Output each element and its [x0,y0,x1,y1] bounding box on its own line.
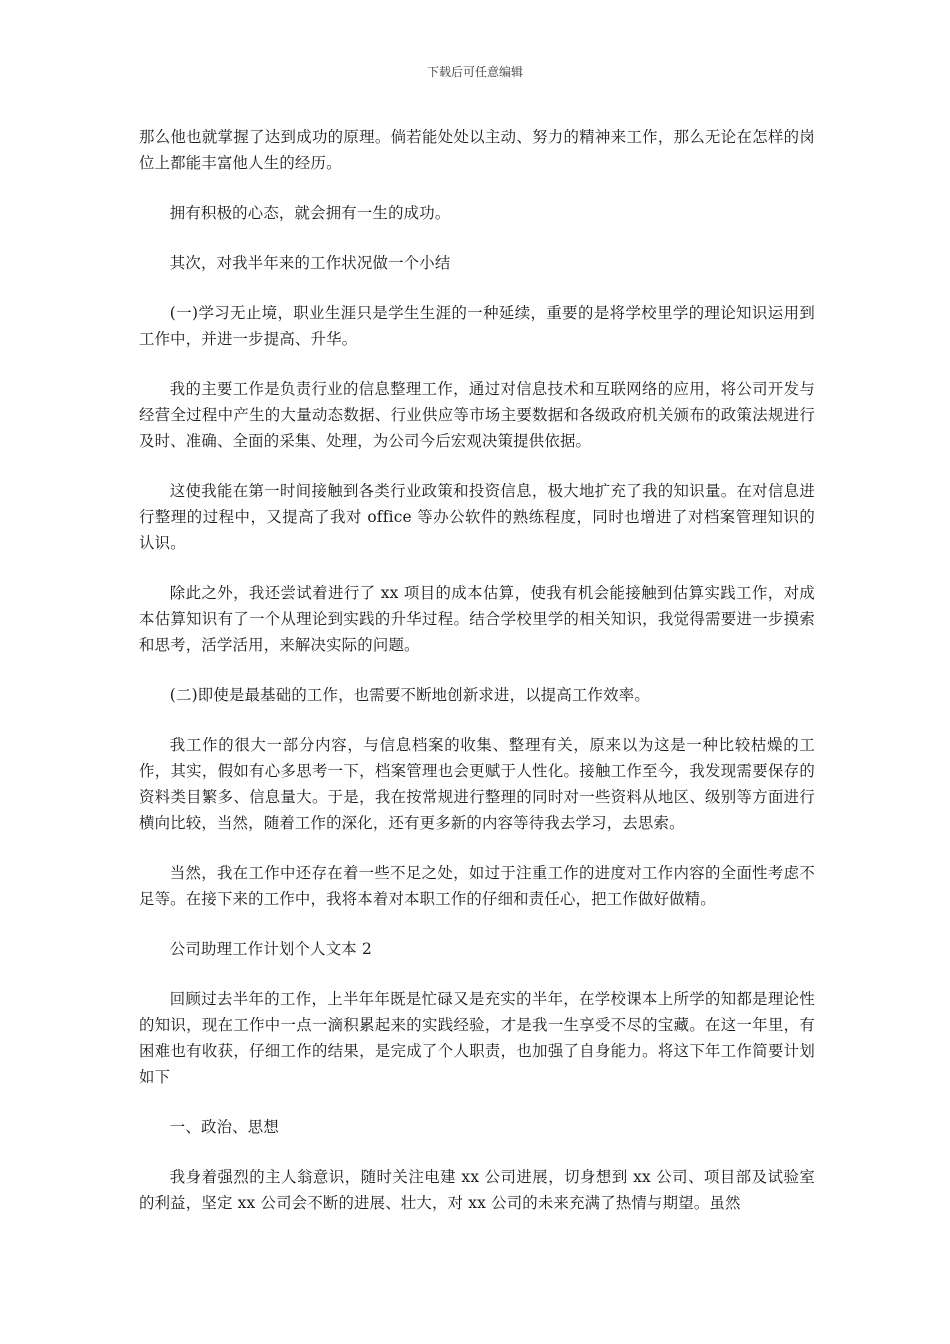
paragraph-14: 我身着强烈的主人翁意识，随时关注电建 xx 公司进展，切身想到 xx 公司、项目部及试验室的利益，坚定 xx 公司会不断的进展、壮大，对 xx 公司的未来充满了热情与期望。虽然 [139,1168,815,1212]
paragraph-8: (二)即使是最基础的工作，也需要不断地创新求进，以提高工作效率。 [169,686,650,704]
document-body [139,124,815,1240]
paragraph-2: 拥有积极的心态，就会拥有一生的成功。 [169,204,451,222]
paragraph-12: 回顾过去半年的工作，上半年年既是忙碌又是充实的半年，在学校课本上所学的知都是理论性的知识，现在工作中一点一滴积累起来的实践经验，才是我一生享受不尽的宝藏。在这一年里，有困难也有收获，仔细工作的结果，是完成了个人职责，也加强了自身能力。将这下年工作简要计划如下 [139,990,815,1086]
heading-politics: 一、政治、思想 [169,1118,279,1136]
paragraph-3: 其次，对我半年来的工作状况做一个小结 [169,254,451,272]
paragraph-5: 我的主要工作是负责行业的信息整理工作，通过对信息技术和互联网络的应用，将公司开发与经营全过程中产生的大量动态数据、行业供应等市场主要数据和各级政府机关颁布的政策法规进行及时、准确、全面的采集、处理，为公司今后宏观决策提供依据。 [139,380,815,450]
paragraph-7: 除此之外，我还尝试着进行了 xx 项目的成本估算，使我有机会能接触到估算实践工作，对成本估算知识有了一个从理论到实践的升华过程。结合学校里学的相关知识，我觉得需要进一步摸索和思考，活学活用，来解决实际的问题。 [139,584,815,654]
page-header: 下载后可任意编辑 [426,65,523,79]
paragraph-4: (一)学习无止境，职业生涯只是学生生涯的一种延续，重要的是将学校里学的理论知识运用到工作中，并进一步提高、升华。 [139,304,815,348]
paragraph-1: 那么他也就掌握了达到成功的原理。倘若能处处以主动、努力的精神来工作，那么无论在怎样的岗位上都能丰富他人生的经历。 [139,128,815,172]
section-title: 公司助理工作计划个人文本 2 [169,940,372,958]
paragraph-10: 当然，我在工作中还存在着一些不足之处，如过于注重工作的进度对工作内容的全面性考虑不足等。在接下来的工作中，我将本着对本职工作的仔细和责任心，把工作做好做精。 [139,864,815,908]
paragraph-9: 我工作的很大一部分内容，与信息档案的收集、整理有关，原来以为这是一种比较枯燥的工作，其实，假如有心多思考一下，档案管理也会更赋于人性化。接触工作至今，我发现需要保存的资料类目繁多、信息量大。于是，我在按常规进行整理的同时对一些资料从地区、级别等方面进行横向比较，当然，随着工作的深化，还有更多新的内容等待我去学习，去思索。 [139,736,815,832]
paragraph-6: 这使我能在第一时间接触到各类行业政策和投资信息，极大地扩充了我的知识量。在对信息进行整理的过程中，又提高了我对 office 等办公软件的熟练程度，同时也增进了对档案管理知识的认识。 [139,482,815,552]
